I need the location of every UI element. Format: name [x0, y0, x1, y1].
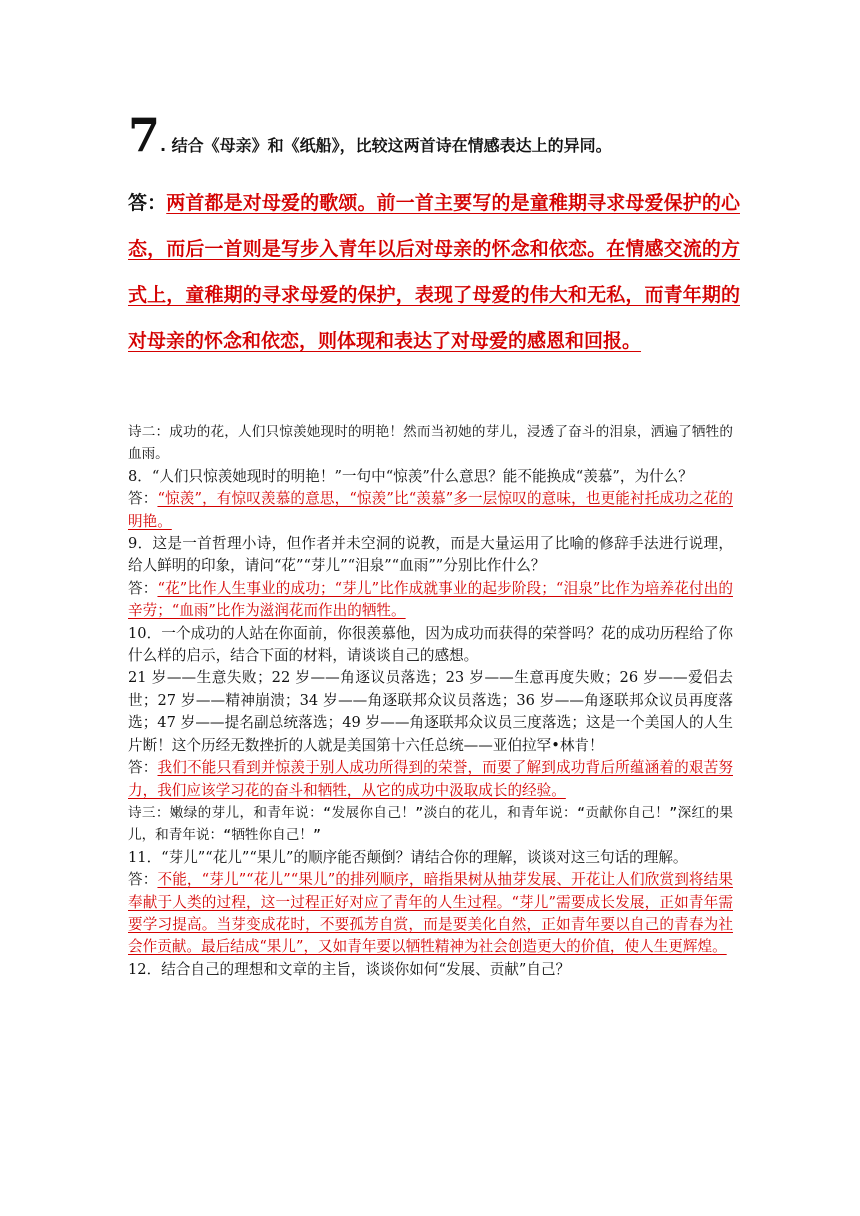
- question-9: 9．这是一首哲理小诗，但作者并未空洞的说教，而是大量运用了比喻的修辞手法进行说理，给人鲜明的印象，请问“花”“芽儿”“泪泉”“血雨””分别比作什么？: [128, 535, 733, 575]
- answer-8-prefix: 答：: [128, 490, 158, 508]
- answer-11: [128, 869, 733, 959]
- answer-7: [128, 180, 740, 364]
- answer-9-prefix: 答：: [128, 579, 158, 597]
- document-body: [128, 421, 733, 981]
- answer-11-text: 不能，“芽儿”“花儿”“果儿”的排列顺序，暗指果树从抽芽发展、开花让人们欣赏到将结果奉献于人类的过程，这一过程正好对应了青年的人生过程。“芽儿”需要成长发展，正如青年需要学习提高。当芽变成花时，不要孤芳自赏，而是要美化自然，正如青年要以自己的青春为社会作贡献。最后结成“果儿”，又如青年要以牺牲精神为社会创造更大的价值，使人生更辉煌。: [128, 871, 733, 956]
- question-12: 12．结合自己的理想和文章的主旨，谈谈你如何“发展、贡献”自己？: [128, 960, 571, 978]
- question-11: 11．“芽儿”“花儿”“果儿”的顺序能否颠倒？请结合你的理解，谈谈对这三句话的理解。: [128, 848, 688, 866]
- poem-2: 诗二：成功的花，人们只惊羡她现时的明艳！然而当初她的芽儿，浸透了奋斗的泪泉，洒遍了牺牲的血雨。: [128, 424, 733, 463]
- poem-3: 诗三：嫩绿的芽儿，和青年说：“发展你自己！”淡白的花儿，和青年说：“贡献你自己！”深红的果儿，和青年说：“牺牲你自己！”: [128, 804, 733, 844]
- answer-8: [128, 488, 733, 533]
- answer-8-text: “惊羡”，有惊叹羡慕的意思，“惊羡”比“羡慕”多一层惊叹的意味，也更能衬托成功之花的明艳。: [128, 490, 733, 530]
- answer-9-text: “花”比作人生事业的成功；“芽儿”比作成就事业的起步阶段；“泪泉”比作为培养花付出的辛劳；“血雨”比作为滋润花而作出的牺牲。: [128, 579, 733, 620]
- question-10: 10．一个成功的人站在你面前，你很羡慕他，因为成功而获得的荣誉吗？花的成功历程给了你什么样的启示，结合下面的材料，请谈谈自己的感想。: [128, 624, 733, 665]
- question-8: 8．“人们只惊羡她现时的明艳！”一句中“惊羡”什么意思？能不能换成“羡慕”，为什么？: [128, 467, 693, 485]
- question-7: [128, 108, 748, 162]
- answer-7-text: 两首都是对母爱的歌颂。前一首主要写的是童稚期寻求母爱保护的心态，而后一首则是写步入青年以后对母亲的怀念和依恋。在情感交流的方式上，童稚期的寻求母爱的保护，表现了母爱的伟大和无私，而青年期的对母亲的怀念和依恋，则体现和表达了对母爱的感恩和回报。: [128, 192, 740, 352]
- answer-10-text: 我们不能只看到并惊羡于别人成功所得到的荣誉，而要了解到成功背后所蕴涵着的艰苦努力，我们应该学习花的奋斗和牺牲，从它的成功中汲取成长的经验。: [128, 759, 733, 799]
- answer-9: [128, 578, 733, 623]
- question-7-text: . 结合《母亲》和《纸船》，比较这两首诗在情感表达上的异同。: [160, 136, 612, 155]
- answer-10-prefix: 答：: [128, 759, 158, 777]
- answer-7-prefix: 答：: [128, 192, 167, 214]
- question-10-material: 21 岁——生意失败；22 岁——角逐议员落选；23 岁——生意再度失败；26 岁——爱侣去世；27 岁——精神崩溃；34 岁——角逐联邦众议员落选；36 岁——角逐联邦众议员再度落选；47 岁——提名副总统落选；49 岁——角逐联邦众议员三度落选；这是一个美国人的人生片断！这个历经无数挫折的人就是美国第十六任总统——亚伯拉罕•林肯！: [128, 669, 733, 754]
- question-7-number: 7: [128, 108, 161, 162]
- answer-10: [128, 757, 733, 802]
- answer-11-prefix: 答：: [128, 871, 158, 889]
